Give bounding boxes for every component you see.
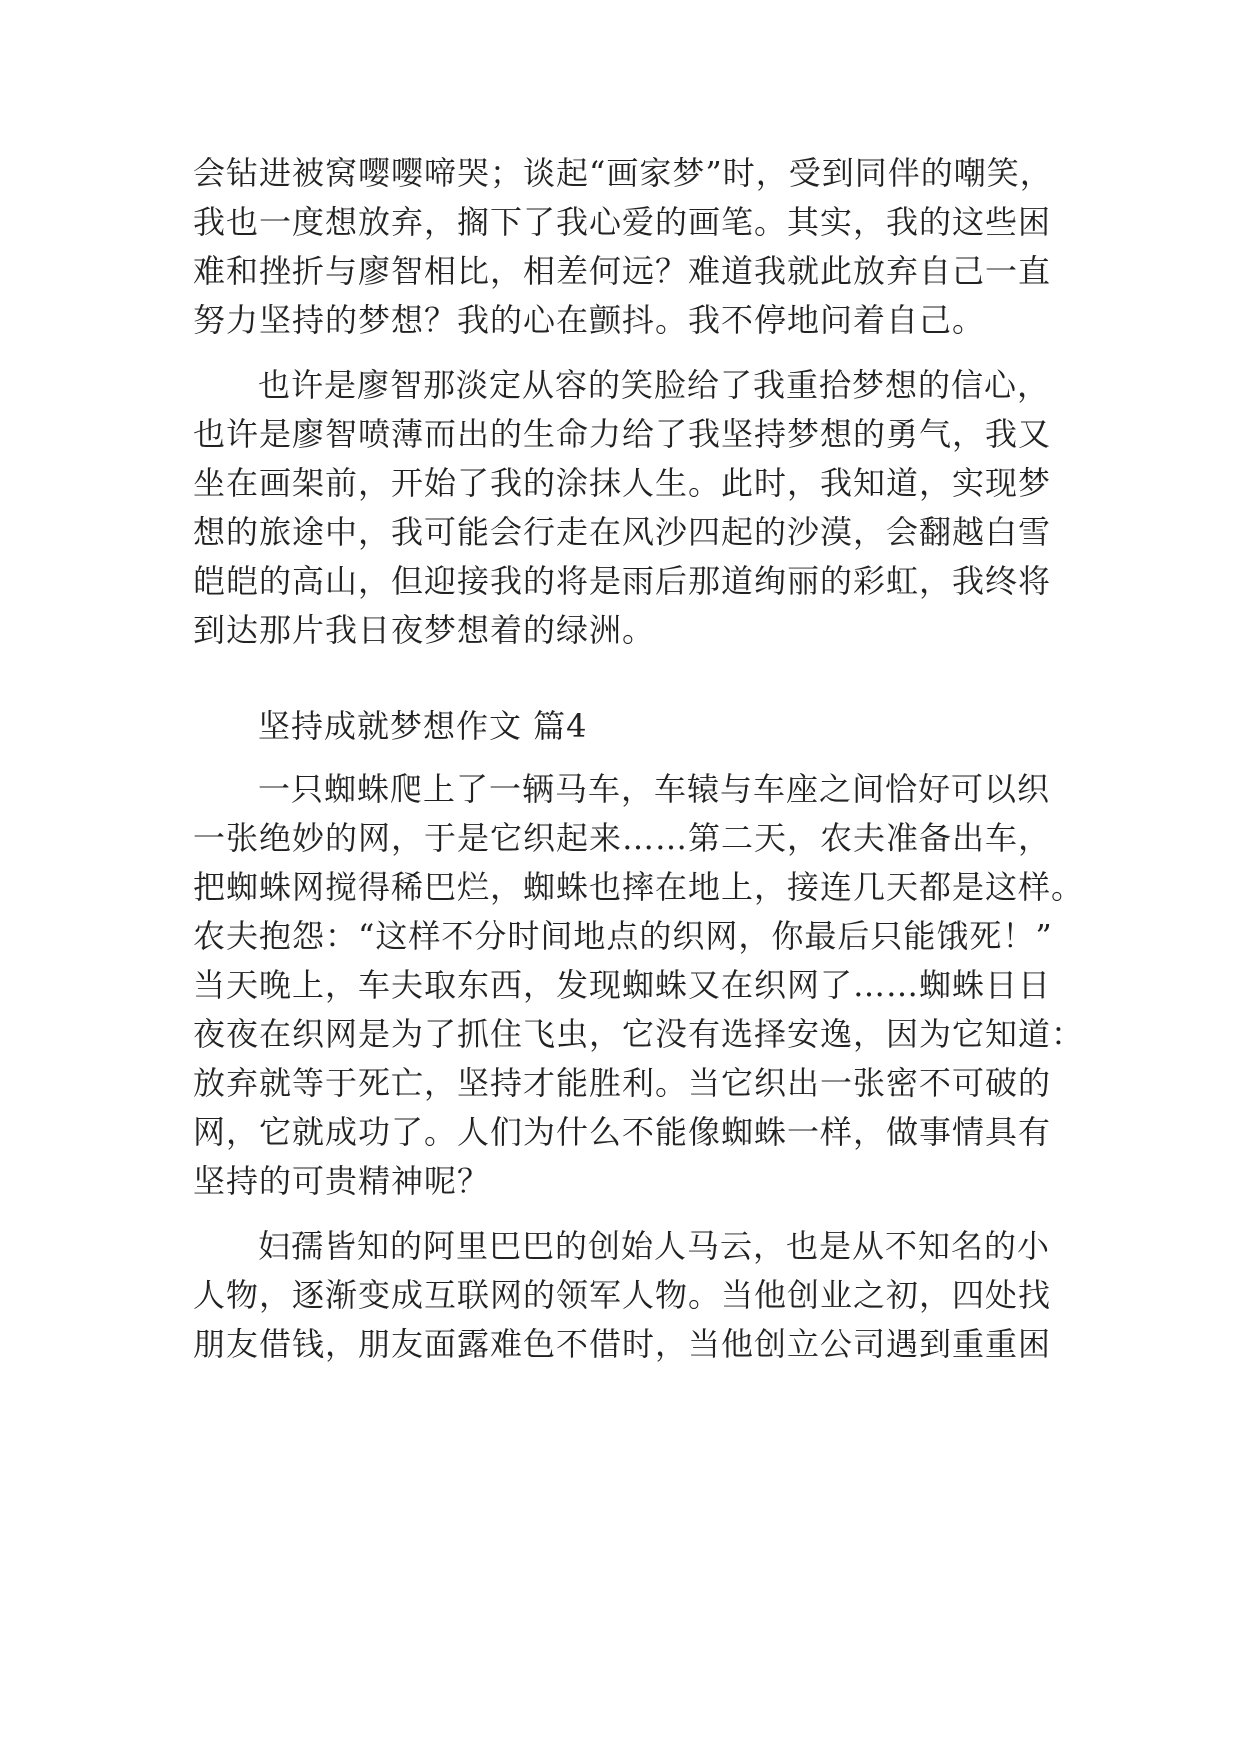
text-line: 人物，逐渐变成互联网的领军人物。当他创业之初，四处找 [193, 1276, 1052, 1314]
text-line: 当天晚上，车夫取东西，发现蜘蛛又在织网了……蜘蛛日日 [193, 966, 1052, 1004]
text-line: 坐在画架前，开始了我的涂抹人生。此时，我知道，实现梦 [193, 464, 1052, 502]
text-line: 也许是廖智喷薄而出的生命力给了我坚持梦想的勇气，我又 [193, 415, 1052, 453]
text-line: 一张绝妙的网，于是它织起来……第二天，农夫准备出车， [193, 819, 1052, 857]
text-line: 会钻进被窝嘤嘤啼哭；谈起“画家梦”时，受到同伴的嘲笑， [193, 154, 1053, 192]
section-heading: 坚持成就梦想作文 篇4 [258, 707, 588, 745]
text-line: 一只蜘蛛爬上了一辆马车，车辕与车座之间恰好可以织 [258, 770, 1051, 808]
text-line: 朋友借钱，朋友面露难色不借时，当他创立公司遇到重重困 [193, 1325, 1052, 1363]
text-line: 网，它就成功了。人们为什么不能像蜘蛛一样，做事情具有 [193, 1113, 1052, 1151]
text-line: 难和挫折与廖智相比，相差何远？难道我就此放弃自己一直 [193, 252, 1052, 290]
text-line: 把蜘蛛网搅得稀巴烂，蜘蛛也摔在地上，接连几天都是这样。 [193, 868, 1085, 906]
text-line: 皑皑的高山，但迎接我的将是雨后那道绚丽的彩虹，我终将 [193, 562, 1052, 600]
text-line: 农夫抱怨：“这样不分时间地点的织网，你最后只能饿死！” [193, 917, 1053, 955]
text-line: 夜夜在织网是为了抓住飞虫，它没有选择安逸，因为它知道： [193, 1015, 1085, 1053]
text-line: 坚持的可贵精神呢？ [193, 1162, 491, 1200]
text-line: 也许是廖智那淡定从容的笑脸给了我重拾梦想的信心， [258, 366, 1051, 404]
text-line: 妇孺皆知的阿里巴巴的创始人马云，也是从不知名的小 [258, 1227, 1051, 1265]
text-line: 放弃就等于死亡，坚持才能胜利。当它织出一张密不可破的 [193, 1064, 1052, 1102]
text-line: 想的旅途中，我可能会行走在风沙四起的沙漠，会翻越白雪 [193, 513, 1052, 551]
text-line: 到达那片我日夜梦想着的绿洲。 [193, 611, 656, 649]
text-line: 努力坚持的梦想？我的心在颤抖。我不停地问着自己。 [193, 301, 986, 339]
text-line: 我也一度想放弃，搁下了我心爱的画笔。其实，我的这些困 [193, 203, 1052, 241]
